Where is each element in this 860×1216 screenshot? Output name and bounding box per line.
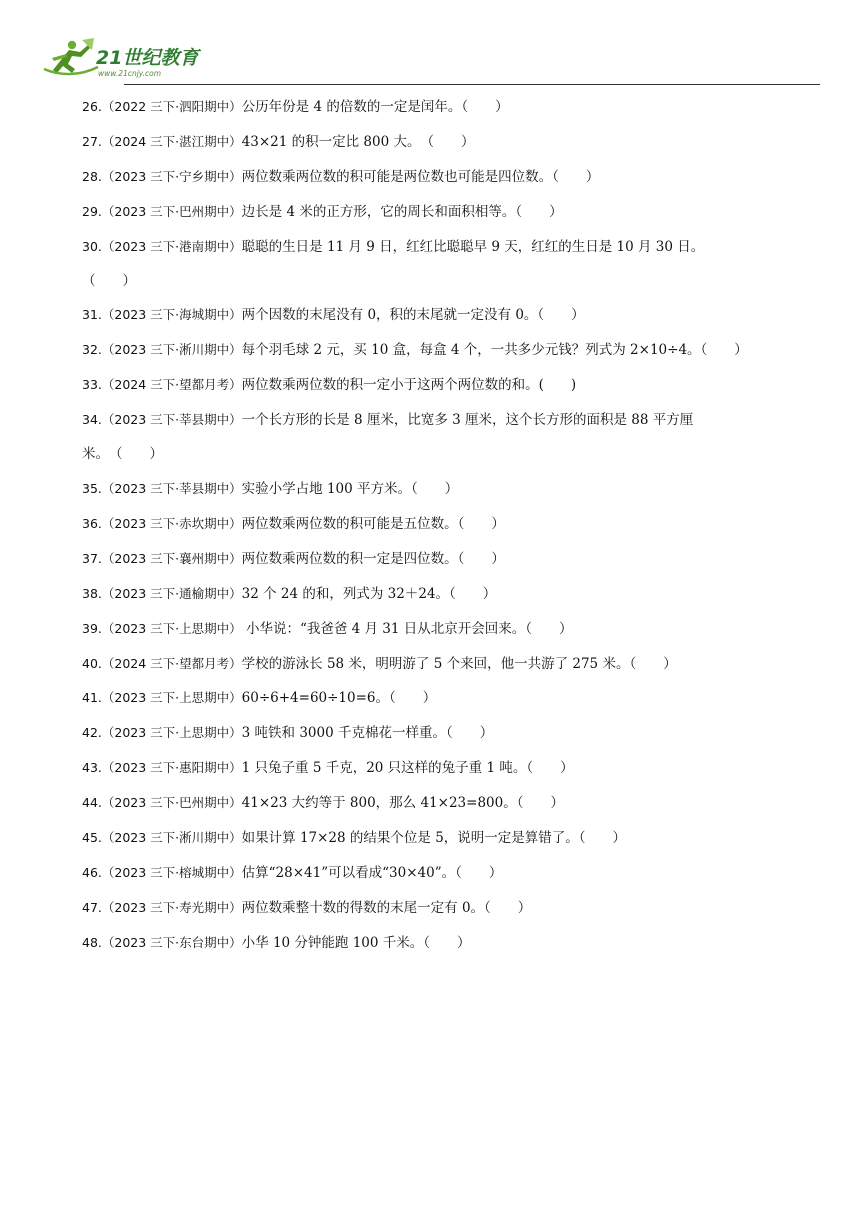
runner-icon: [44, 38, 98, 74]
question-source: （2023 三下·赤坎期中）: [101, 515, 242, 531]
question-source: （2024 三下·望都月考）: [101, 655, 242, 671]
question-source: （2024 三下·望都月考）: [101, 377, 242, 393]
question-item: [82, 160, 782, 195]
logo-brand-sub: www.21cnjy.com: [98, 69, 162, 78]
question-text: 估算“28×41”可以看成“30×40”。（ ）: [241, 864, 503, 881]
question-text: 两位数乘两位数的积可能是五位数。（ ）: [241, 515, 505, 532]
question-number: 45.: [82, 830, 102, 846]
question-text: 两位数乘两位数的积一定是四位数。（ ）: [241, 550, 505, 567]
question-item: [82, 821, 782, 856]
question-item: [82, 716, 782, 751]
header-rule: [124, 84, 820, 85]
question-text: 每个羽毛球 2 元，买 10 盒，每盒 4 个，一共多少元钱？列式为 2×10÷4。（ ）: [241, 342, 748, 359]
question-number: 35.: [82, 480, 102, 496]
question-number: 33.: [82, 377, 102, 393]
question-source: （2023 三下·通榆期中）: [101, 585, 242, 601]
question-item: [82, 681, 782, 716]
question-number: 29.: [82, 203, 102, 219]
question-item: [82, 856, 782, 891]
question-text-continuation: 米。 （ ）: [82, 446, 163, 463]
question-item: [82, 612, 782, 647]
question-item: [82, 195, 782, 230]
question-source: （2023 三下·巴州期中）: [101, 203, 242, 219]
question-source: （2023 三下·东台期中）: [101, 934, 242, 950]
brand-logo: [42, 36, 242, 82]
question-number: 38.: [82, 585, 102, 601]
question-text: 边长是 4 米的正方形，它的周长和面积相等。（ ）: [241, 203, 563, 220]
question-text-continuation: （ ）: [82, 272, 136, 289]
question-list: [82, 90, 782, 961]
logo-brand-main: 21世纪教育: [96, 47, 199, 69]
question-text: 两位数乘整十数的得数的末尾一定有 0。（ ）: [241, 899, 532, 916]
question-item: [82, 333, 782, 368]
question-item: [82, 403, 782, 438]
question-number: 30.: [82, 238, 102, 254]
question-source: （2022 三下·泗阳期中）: [101, 99, 242, 114]
question-text: 两位数乘两位数的积一定小于这两个两位数的和。( ): [241, 377, 577, 394]
question-number: 41.: [82, 690, 102, 706]
question-text: 41×23 大约等于 800，那么 41×23=800。（ ）: [241, 795, 564, 812]
question-item: [82, 786, 782, 821]
question-text: 两位数乘两位数的积可能是两位数也可能是四位数。（ ）: [241, 168, 600, 185]
question-source: （2023 三下·上思期中）: [101, 620, 242, 636]
page-header: [42, 36, 780, 88]
question-text: 60÷6+4=60÷10=6。（ ）: [241, 690, 437, 707]
question-item: [82, 542, 782, 577]
question-source: （2023 三下·上思期中）: [101, 690, 242, 706]
question-item: [82, 577, 782, 612]
question-item: [82, 230, 782, 265]
question-text: 聪聪的生日是 11 月 9 日，红红比聪聪早 9 天，红红的生日是 10 月 30 日。: [241, 238, 705, 255]
question-number: 27.: [82, 133, 102, 149]
question-source: （2023 三下·淅川期中）: [101, 830, 242, 846]
question-number: 40.: [82, 655, 102, 671]
question-number: 37.: [82, 550, 102, 566]
question-number: 28.: [82, 168, 102, 184]
question-source: （2023 三下·莘县期中）: [101, 480, 242, 496]
question-source: （2023 三下·惠阳期中）: [101, 760, 242, 776]
question-source: （2023 三下·榕城期中）: [101, 864, 242, 880]
question-item: [82, 125, 782, 160]
question-item: [82, 926, 782, 961]
question-text: 小华说：“我爸爸 4 月 31 日从北京开会回来。（ ）: [241, 620, 573, 637]
question-number: 39.: [82, 620, 102, 636]
question-item: [82, 507, 782, 542]
question-number: 32.: [82, 342, 102, 358]
question-item: [82, 891, 782, 926]
question-item: [82, 472, 782, 507]
question-source: （2023 三下·淅川期中）: [101, 342, 242, 358]
question-number: 44.: [82, 795, 102, 811]
question-text: 学校的游泳长 58 米，明明游了 5 个来回，他一共游了 275 米。（ ）: [241, 655, 677, 672]
question-source: （2023 三下·港南期中）: [101, 238, 242, 254]
question-source: （2023 三下·莘县期中）: [101, 412, 242, 428]
question-text: 实验小学占地 100 平方米。（ ）: [241, 480, 459, 497]
question-text: 3 吨铁和 3000 千克棉花一样重。（ ）: [241, 725, 494, 742]
question-source: （2023 三下·襄州期中）: [101, 550, 242, 566]
question-source: （2024 三下·湛江期中）: [101, 133, 242, 149]
question-number: 34.: [82, 412, 102, 428]
question-text: 1 只兔子重 5 千克，20 只这样的兔子重 1 吨。（ ）: [241, 760, 574, 777]
question-item: [82, 368, 782, 403]
question-text: 两个因数的末尾没有 0，积的末尾就一定没有 0。（ ）: [241, 307, 585, 324]
question-text: 43×21 的积一定比 800 大。 （ ）: [241, 133, 475, 150]
question-number: 42.: [82, 725, 102, 741]
question-number: 26.: [82, 99, 102, 114]
question-source: （2023 三下·宁乡期中）: [101, 168, 242, 184]
question-source: （2023 三下·海城期中）: [101, 307, 242, 323]
question-item: [82, 751, 782, 786]
question-number: 43.: [82, 760, 102, 776]
question-number: 46.: [82, 864, 102, 880]
question-number: 47.: [82, 899, 102, 915]
question-number: 48.: [82, 934, 102, 950]
question-source: （2023 三下·巴州期中）: [101, 795, 242, 811]
question-text: 公历年份是 4 的倍数的一定是闰年。（ ）: [241, 99, 509, 115]
question-item: [82, 90, 782, 125]
question-item: [82, 298, 782, 333]
question-text: 如果计算 17×28 的结果个位是 5，说明一定是算错了。（ ）: [241, 830, 627, 847]
question-number: 36.: [82, 515, 102, 531]
question-source: （2023 三下·上思期中）: [101, 725, 242, 741]
question-text: 小华 10 分钟能跑 100 千米。（ ）: [241, 934, 471, 951]
question-source: （2023 三下·寿光期中）: [101, 899, 242, 915]
question-text: 一个长方形的长是 8 厘米，比宽多 3 厘米，这个长方形的面积是 88 平方厘: [241, 412, 694, 429]
question-text: 32 个 24 的和，列式为 32＋24。（ ）: [241, 585, 497, 602]
question-item: [82, 647, 782, 682]
question-number: 31.: [82, 307, 102, 323]
